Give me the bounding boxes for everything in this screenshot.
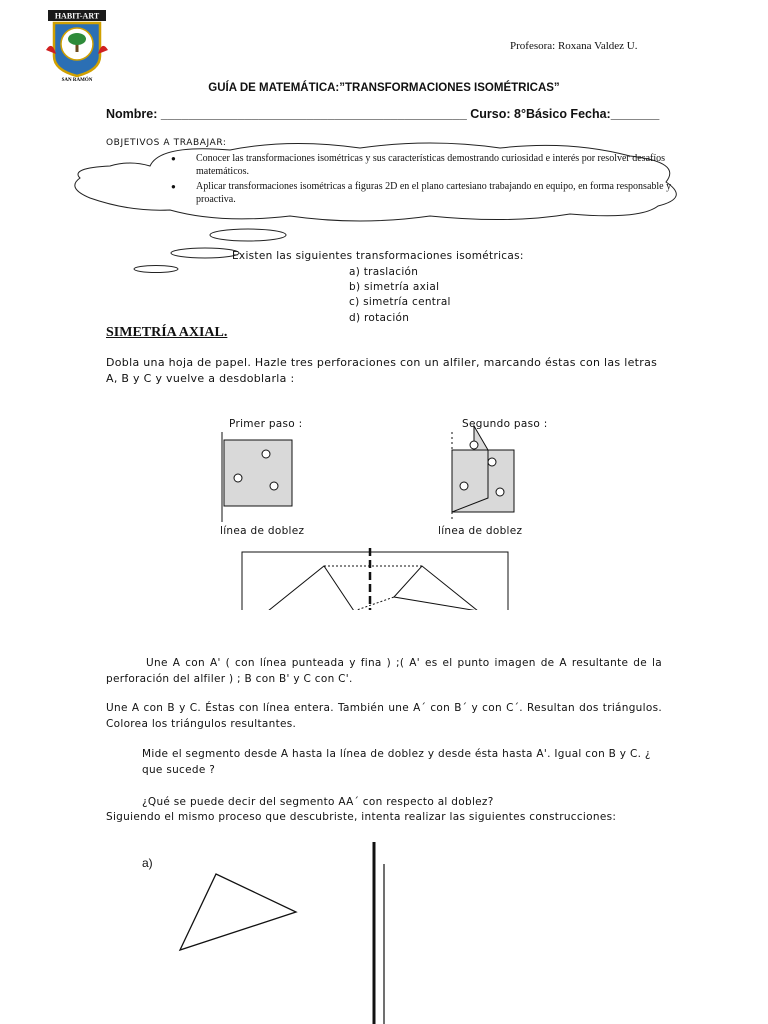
paragraph: Une A con A' ( con línea punteada y fina ) ;( A' es el punto imagen de A resultante de la perforación del alfiler ) ; B con B' y C con C'. xyxy=(106,657,662,685)
logo-bottom-text: SAN RAMÓN xyxy=(61,78,93,82)
intro-text: Existen las siguientes transformaciones isométricas: xyxy=(232,250,524,262)
step-one-label: Primer paso : xyxy=(229,418,303,430)
fold-line-label: línea de doblez xyxy=(220,525,305,537)
paragraph: Siguiendo el mismo proceso que descubriste, intenta realizar las siguientes construcciones: xyxy=(106,811,617,823)
paragraph: Une A con B y C. Éstas con línea entera. También une A´ con B´ y con C´. Resultan dos triángulos. Colorea los triángulos resultantes. xyxy=(106,702,662,730)
construction-label: a) xyxy=(142,856,153,870)
cloud-bubble-small xyxy=(134,266,178,273)
paragraph: ¿Qué se puede decir del segmento AA´ con respecto al doblez? xyxy=(142,796,494,808)
transformation-item: d) rotación xyxy=(349,312,410,324)
paragraph: Mide el segmento desde A hasta la línea de doblez y desde ésta hasta A'. Igual con B y C. ¿ que sucede ? xyxy=(142,748,651,776)
school-logo xyxy=(44,10,110,82)
hole-c xyxy=(270,482,278,490)
instruction-text: Dobla una hoja de papel. Hazle tres perforaciones con un alfiler, marcando éstas con las letras A, B y C y vuelve a desdoblarla : xyxy=(106,356,658,385)
name-label: Nombre: xyxy=(106,107,158,121)
cloud-bubble-large xyxy=(210,229,286,241)
construction-figure-a xyxy=(170,840,410,1024)
unfolded-paper xyxy=(242,552,508,610)
section-heading: SIMETRÍA AXIAL. xyxy=(106,325,228,340)
name-course-line xyxy=(106,107,659,121)
step-two-label: Segundo paso : xyxy=(462,418,548,430)
paper-step1 xyxy=(224,440,292,506)
triangle-to-reflect xyxy=(180,874,296,950)
page-title: GUÍA DE MATEMÁTICA:”TRANSFORMACIONES ISOMÉTRICAS” xyxy=(208,82,560,94)
logo-top-text: HABIT-ART xyxy=(54,11,100,21)
transformation-item: a) traslación xyxy=(349,266,419,278)
objectives-title: OBJETIVOS A TRABAJAR: xyxy=(106,138,227,148)
hole-a xyxy=(262,450,270,458)
teacher-name: Profesora: Roxana Valdez U. xyxy=(510,40,638,52)
fold-line-label: línea de doblez xyxy=(438,525,523,537)
name-blank: ____________________________________________ xyxy=(160,107,467,121)
transformation-item: b) simetría axial xyxy=(349,281,440,293)
triangle-abc xyxy=(268,566,354,610)
hole-b xyxy=(234,474,242,482)
cloud-bubble-medium xyxy=(171,248,239,258)
triangle-a-prime xyxy=(394,566,478,610)
transformation-item: c) simetría central xyxy=(349,296,451,308)
fold-steps-figure xyxy=(200,420,600,610)
course-label: Curso: 8°Básico Fecha:_______ xyxy=(470,107,660,121)
